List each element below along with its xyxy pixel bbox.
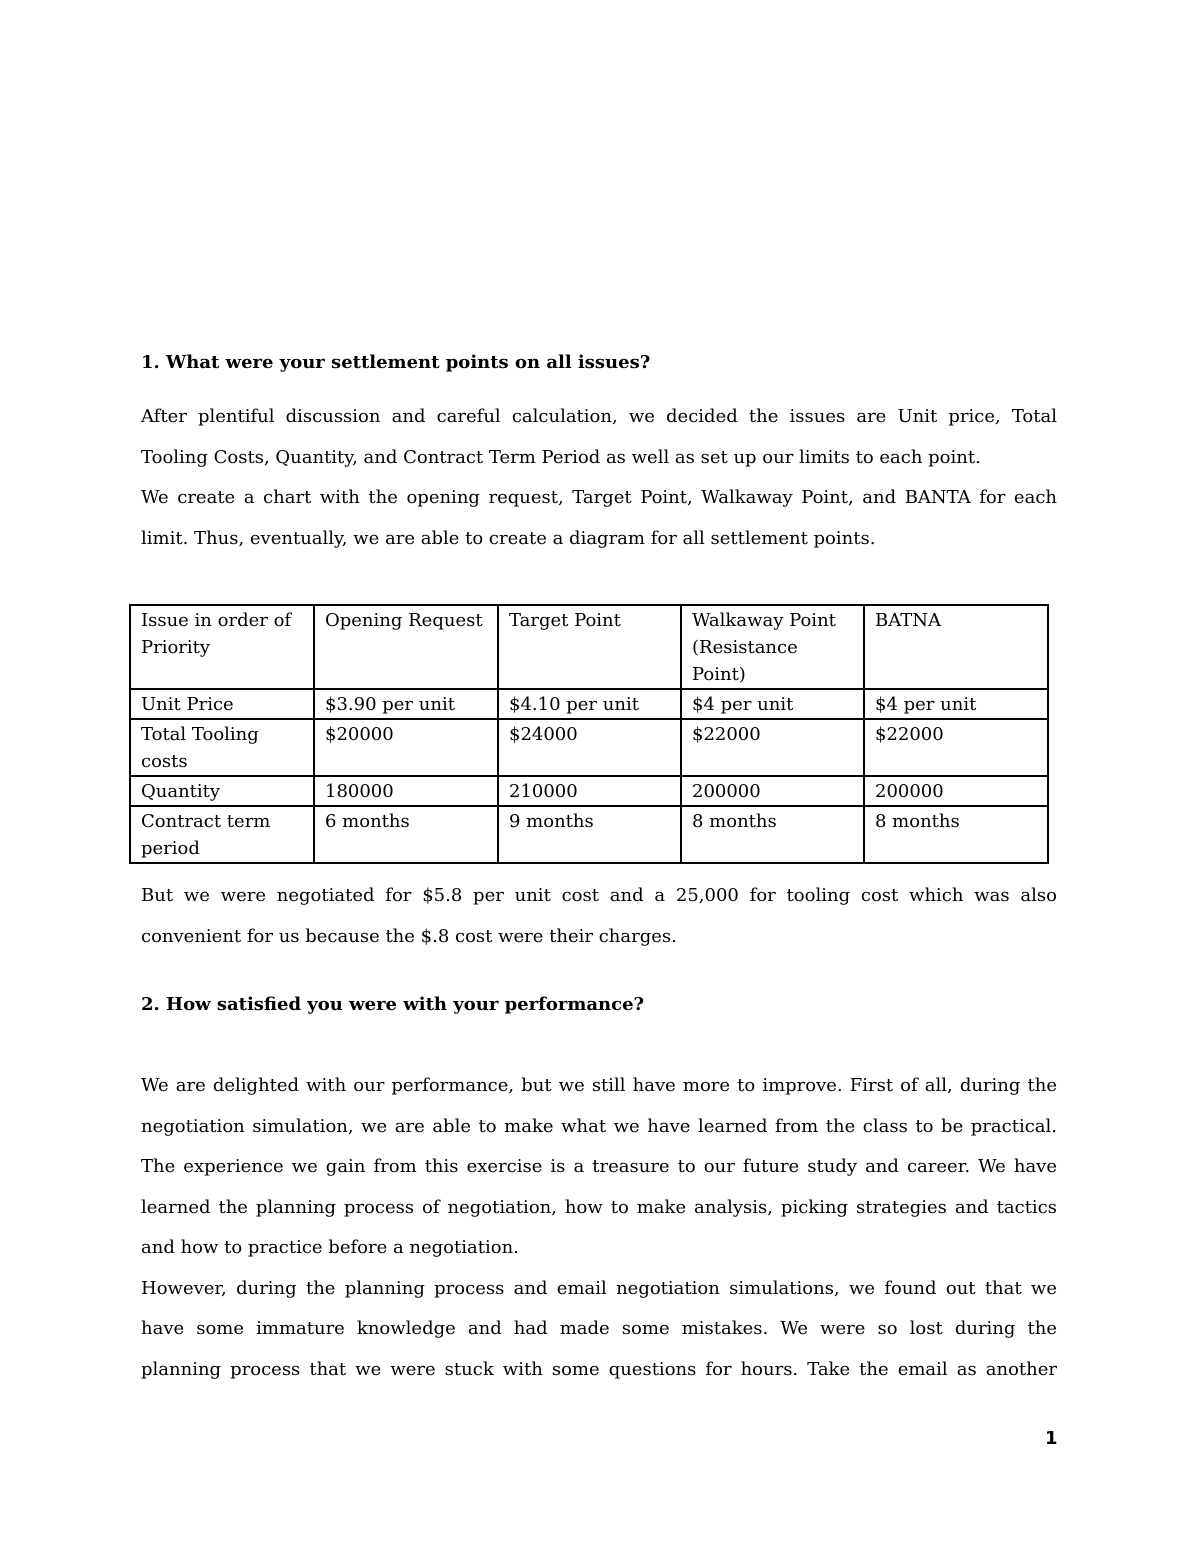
paragraph-line: limit. Thus, eventually, we are able to create a diagram for all settlement points. xyxy=(141,527,876,549)
table-cell: $24000 xyxy=(498,719,681,776)
table-cell: $22000 xyxy=(864,719,1048,776)
table-cell: 200000 xyxy=(864,776,1048,806)
paragraph-line: convenient for us because the $.8 cost were their charges. xyxy=(141,925,677,947)
table-header-row xyxy=(130,605,1048,689)
page-number: 1 xyxy=(1045,1428,1058,1449)
table-row xyxy=(130,806,1048,863)
table-row xyxy=(130,689,1048,719)
table-cell: Total Tooling costs xyxy=(130,719,314,776)
table-cell: 200000 xyxy=(681,776,864,806)
table-header-cell: Target Point xyxy=(498,605,681,689)
paragraph-line: But we were negotiated for $5.8 per unit cost and a 25,000 for tooling cost which was also xyxy=(141,885,1057,906)
table-row xyxy=(130,719,1048,776)
table-cell: $4 per unit xyxy=(864,689,1048,719)
paragraph-line: planning process that we were stuck with some questions for hours. Take the email as another xyxy=(141,1358,1057,1380)
section-1-outcome xyxy=(141,876,1057,957)
table-cell: Unit Price xyxy=(130,689,314,719)
paragraph-line: We are delighted with our performance, but we still have more to improve. First of all, during the xyxy=(141,1075,1057,1096)
paragraph-line: We create a chart with the opening request, Target Point, Walkaway Point, and BANTA for each xyxy=(141,487,1057,508)
table-cell: 6 months xyxy=(314,806,498,863)
table-header-cell: BATNA xyxy=(864,605,1048,689)
table-header-cell: Walkaway Point (Resistance Point) xyxy=(681,605,864,689)
paragraph-line: have some immature knowledge and had made some mistakes. We were so lost during the xyxy=(141,1318,1057,1339)
table-cell: $20000 xyxy=(314,719,498,776)
table-cell: 210000 xyxy=(498,776,681,806)
table-cell: $4.10 per unit xyxy=(498,689,681,719)
table-cell: $3.90 per unit xyxy=(314,689,498,719)
section-1-heading: 1. What were your settlement points on all issues? xyxy=(141,352,651,373)
paragraph-line: negotiation simulation, we are able to make what we have learned from the class to be practical. xyxy=(141,1115,1057,1137)
settlement-points-table xyxy=(129,604,1049,864)
table-cell: 180000 xyxy=(314,776,498,806)
section-2-heading: 2. How satisfied you were with your performance? xyxy=(141,994,645,1015)
paragraph-line: The experience we gain from this exercise is a treasure to our future study and career. We have xyxy=(141,1156,1057,1177)
table-cell: 8 months xyxy=(681,806,864,863)
table-cell: Contract term period xyxy=(130,806,314,863)
table-row xyxy=(130,776,1048,806)
section-1-intro xyxy=(141,397,1057,559)
table-cell: $4 per unit xyxy=(681,689,864,719)
section-2-body xyxy=(141,1066,1057,1390)
table-header-cell: Issue in order of Priority xyxy=(130,605,314,689)
paragraph-line: learned the planning process of negotiation, how to make analysis, picking strategies and tactics xyxy=(141,1196,1057,1218)
paragraph-line: and how to practice before a negotiation. xyxy=(141,1237,519,1258)
table-cell: 9 months xyxy=(498,806,681,863)
table-cell: $22000 xyxy=(681,719,864,776)
paragraph-line: However, during the planning process and email negotiation simulations, we found out that we xyxy=(141,1277,1057,1299)
table-header-cell: Opening Request xyxy=(314,605,498,689)
table-cell: 8 months xyxy=(864,806,1048,863)
paragraph-line: After plentiful discussion and careful calculation, we decided the issues are Unit price, Total xyxy=(141,406,1057,427)
table-cell: Quantity xyxy=(130,776,314,806)
paragraph-line: Tooling Costs, Quantity, and Contract Term Period as well as set up our limits to each point. xyxy=(141,446,981,468)
